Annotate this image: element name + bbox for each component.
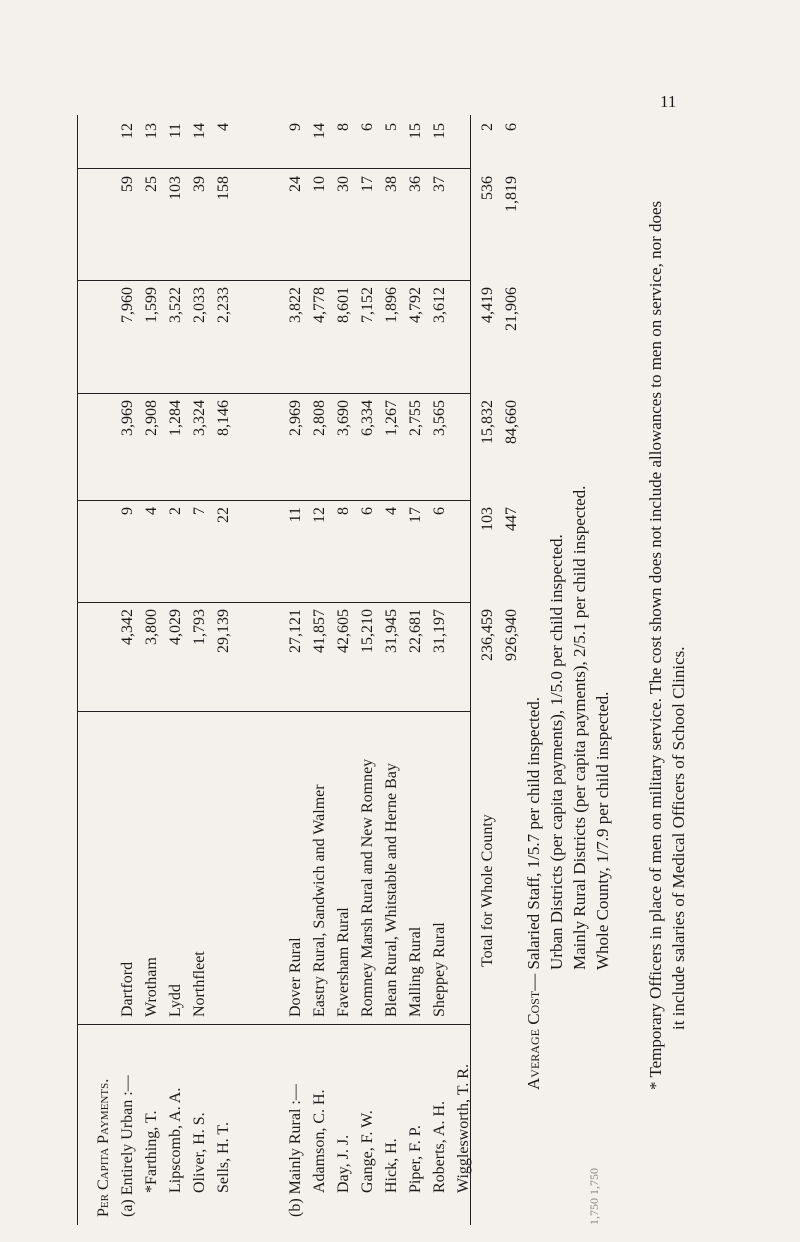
notes-block (522, 0, 742, 1090)
table-cell: 14 (311, 123, 328, 139)
total-row-label: Total for Whole County (479, 814, 496, 967)
table-cell: 3,565 (431, 400, 448, 436)
section-heading: Per Capita Payments. (95, 1078, 112, 1217)
grand-total-cell: 84,660 (503, 400, 520, 444)
total-cell: 536 (479, 176, 496, 200)
table-cell: 37 (431, 176, 448, 192)
table-cell: 31,197 (431, 609, 448, 653)
grand-total-cell: 6 (503, 123, 520, 131)
district-name: Eastry Rural, Sandwich and Walmer (311, 784, 328, 1017)
note-line: Whole County, 1/7.9 per child inspected. (593, 691, 612, 970)
table-cell: 14 (191, 123, 208, 139)
table-cell: 15,210 (359, 609, 376, 653)
officer-name: Piper, F. P. (407, 1125, 424, 1193)
table-cell: 4,792 (407, 287, 424, 323)
footnote-line: it include salaries of Medical Officers of School Clinics. (669, 646, 688, 1030)
total-cell: 4,419 (479, 287, 496, 323)
table-cell: 2,969 (287, 400, 304, 436)
note-line: Urban Districts (per capita payments), 1/5.0 per child inspected. (547, 534, 566, 970)
table-cell: 22,681 (407, 609, 424, 653)
district-name: Wrotham (143, 957, 160, 1017)
table-cell: 10 (311, 176, 328, 192)
officer-name: Oliver, H. S. (191, 1112, 208, 1193)
officer-name: Hick, H. (383, 1138, 400, 1193)
officers-column (92, 1029, 476, 1217)
table-cell: 11 (287, 507, 304, 523)
table-cell: 1,599 (143, 287, 160, 323)
subtotal-cell: 4 (215, 123, 232, 131)
column-rule (77, 500, 470, 501)
table-cell: 1,896 (383, 287, 400, 323)
footnote-line: * Temporary Officers in place of men on military service. The cost shown does not include allowances to men on service, nor does (646, 200, 665, 1090)
table-cell: 15 (431, 123, 448, 139)
table-cell: 30 (335, 176, 352, 192)
table-cell: 4,778 (311, 287, 328, 323)
officer-name: Wigglesworth, T. R. (455, 1064, 472, 1193)
table-cell: 6 (359, 123, 376, 131)
table-cell: 103 (167, 176, 184, 200)
district-name: Malling Rural (407, 926, 424, 1017)
table-cell: 39 (191, 176, 208, 192)
subtotal-cell: 158 (215, 176, 232, 200)
table-cell: 31,945 (383, 609, 400, 653)
total-cell: 236,459 (479, 609, 496, 661)
table-cell: 24 (287, 176, 304, 192)
district-name: Faversham Rural (335, 907, 352, 1017)
section-subheading: (b) Mainly Rural :— (287, 1084, 304, 1217)
table-cell: 25 (143, 176, 160, 192)
subtotal-cell: 8,146 (215, 400, 232, 436)
total-cell: 2 (479, 123, 496, 131)
table-cell: 2,908 (143, 400, 160, 436)
officer-name: Roberts, A. H. (431, 1101, 448, 1193)
total-cell: 103 (479, 507, 496, 531)
table-cell: 4 (383, 507, 400, 515)
subtotal-cell: 22 (215, 507, 232, 523)
table-cell: 3,612 (431, 287, 448, 323)
table-cell: 7,152 (359, 287, 376, 323)
numeric-column-4 (116, 287, 524, 387)
column-rule (77, 168, 470, 169)
table-cell: 36 (407, 176, 424, 192)
table-cell: 11 (167, 123, 184, 139)
district-name: Lydd (167, 984, 184, 1017)
table-cell: 4 (143, 507, 160, 515)
table-cell: 4,342 (119, 609, 136, 645)
table-cell: 3,324 (191, 400, 208, 436)
average-cost-label: Average Cost (524, 990, 543, 1090)
district-name: Blean Rural, Whitstable and Herne Bay (383, 763, 400, 1017)
table-cell: 59 (119, 176, 136, 192)
grand-total-cell: 21,906 (503, 287, 520, 331)
table-cell: 6 (359, 507, 376, 515)
table-cell: 1,267 (383, 400, 400, 436)
districts-column (116, 717, 500, 1017)
district-name: Sheppey Rural (431, 922, 448, 1017)
table-cell: 1,284 (167, 400, 184, 436)
column-rule (77, 393, 470, 394)
table-cell: 17 (407, 507, 424, 523)
table-cell: 3,690 (335, 400, 352, 436)
table-cell: 3,822 (287, 287, 304, 323)
summary-note: 1,750 1,750 (587, 1168, 601, 1225)
officer-name: Gange, F. W. (359, 1110, 376, 1193)
total-cell: 15,832 (479, 400, 496, 444)
table-cell: 2,755 (407, 400, 424, 436)
table-cell: 38 (383, 176, 400, 192)
table-cell: 3,800 (143, 609, 160, 645)
district-name: Romney Marsh Rural and New Romney (359, 758, 376, 1017)
table-cell: 6,334 (359, 400, 376, 436)
table-cell: 9 (287, 123, 304, 131)
district-name: Dartford (119, 961, 136, 1017)
officer-name: Day, J. J. (335, 1134, 352, 1193)
table-cell: 8 (335, 123, 352, 131)
numeric-column-6 (116, 123, 524, 163)
officer-name: Lipscomb, A. A. (167, 1087, 184, 1193)
section-subheading: (a) Entirely Urban :— (119, 1075, 136, 1217)
note-line: — Salaried Staff, 1/5.7 per child inspected. (524, 696, 543, 991)
table-cell: 27,121 (287, 609, 304, 653)
column-rule (77, 280, 470, 281)
officer-name: *Farthing, T. (143, 1110, 160, 1193)
numeric-column-2 (116, 507, 524, 595)
column-rule (77, 1024, 470, 1025)
table-cell: 8 (335, 507, 352, 515)
table-cell: 41,857 (311, 609, 328, 653)
table-cell: 5 (383, 123, 400, 131)
table-cell: 17 (359, 176, 376, 192)
district-name: Northfleet (191, 951, 208, 1017)
table-cell: 2 (167, 507, 184, 515)
officer-name: Adamson, C. H. (311, 1089, 328, 1193)
grand-total-cell: 1,819 (503, 176, 520, 212)
table-cell: 1,793 (191, 609, 208, 645)
table-cell: 42,605 (335, 609, 352, 653)
table-top-rule (77, 115, 78, 1225)
column-rule (77, 602, 470, 603)
note-line: Mainly Rural Districts (per capita payments), 2/5.1 per child inspected. (570, 485, 589, 970)
table-cell: 2,033 (191, 287, 208, 323)
table-cell: 4,029 (167, 609, 184, 645)
table-cell: 3,522 (167, 287, 184, 323)
subtotal-cell: 2,233 (215, 287, 232, 323)
table-cell: 15 (407, 123, 424, 139)
grand-total-cell: 926,940 (503, 609, 520, 661)
grand-total-cell: 447 (503, 507, 520, 531)
page-number: 11 (660, 92, 677, 111)
numeric-column-1 (116, 609, 524, 705)
table-cell: 7 (191, 507, 208, 515)
officer-name: Sells, H. T. (215, 1122, 232, 1193)
subtotal-cell: 29,139 (215, 609, 232, 653)
table-cell: 3,969 (119, 400, 136, 436)
numeric-column-3 (116, 400, 524, 493)
table-cell: 13 (143, 123, 160, 139)
table-cell: 12 (119, 123, 136, 139)
table-cell: 6 (431, 507, 448, 515)
table-cell: 2,808 (311, 400, 328, 436)
table-cell: 9 (119, 507, 136, 515)
table-cell: 12 (311, 507, 328, 523)
column-rule (77, 711, 470, 712)
table-cell: 8,601 (335, 287, 352, 323)
table-cell: 7,960 (119, 287, 136, 323)
district-name: Dover Rural (287, 937, 304, 1017)
numeric-column-5 (116, 176, 524, 274)
